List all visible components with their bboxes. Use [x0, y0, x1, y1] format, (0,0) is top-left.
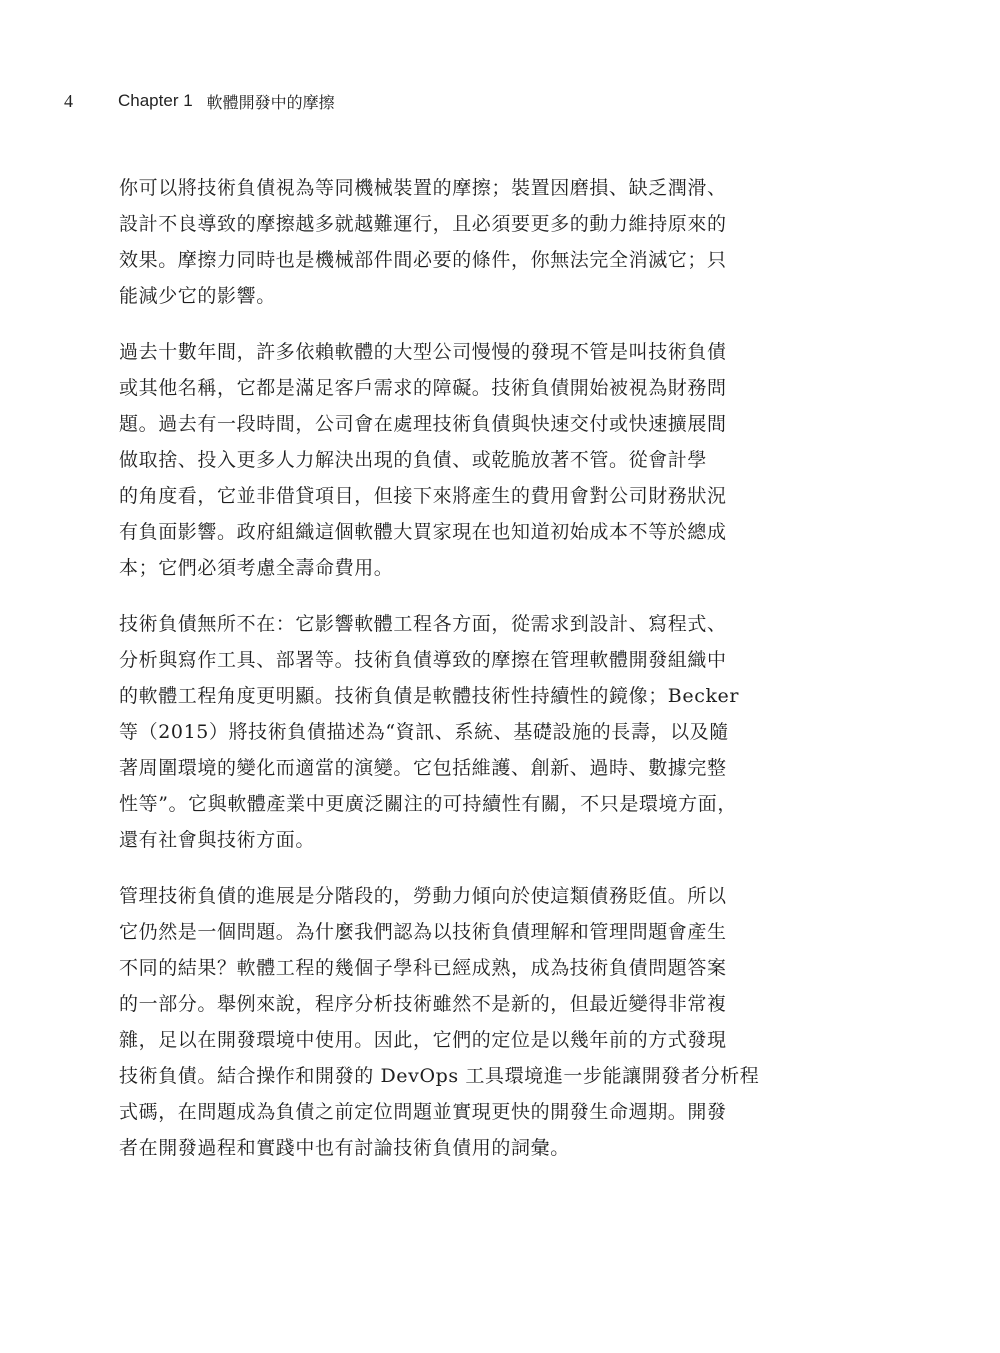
running-head	[64, 88, 335, 114]
paragraph-3	[119, 606, 855, 858]
text-line: 等（2015）將技術負債描述為“資訊、系統、基礎設施的長壽，以及隨	[119, 721, 729, 743]
text-line: 技術負債無所不在：它影響軟體工程各方面，從需求到設計、寫程式、	[119, 613, 727, 635]
text-line: 你可以將技術負債視為等同機械裝置的摩擦；裝置因磨損、缺乏潤滑、	[119, 177, 727, 199]
page-number: 4	[64, 90, 73, 111]
text-line: 雜，足以在開發環境中使用。因此，它們的定位是以幾年前的方式發現	[119, 1029, 727, 1051]
text-line: 過去十數年間，許多依賴軟體的大型公司慢慢的發現不管是叫技術負債	[119, 341, 727, 363]
text-line: 者在開發過程和實踐中也有討論技術負債用的詞彙。	[119, 1137, 570, 1159]
text-line: 技術負債。結合操作和開發的 DevOps 工具環境進一步能讓開發者分析程	[119, 1065, 760, 1087]
text-line: 它仍然是一個問題。為什麼我們認為以技術負債理解和管理問題會產生	[119, 921, 727, 943]
text-line: 的角度看，它並非借貸項目，但接下來將產生的費用會對公司財務狀況	[119, 485, 727, 507]
text-line: 的一部分。舉例來說，程序分析技術雖然不是新的，但最近變得非常複	[119, 993, 727, 1015]
text-line: 的軟體工程角度更明顯。技術負債是軟體技術性持續性的鏡像；Becker	[119, 685, 740, 707]
text-line: 性等”。它與軟體產業中更廣泛關注的可持續性有關，不只是環境方面，	[119, 793, 737, 815]
text-line: 本；它們必須考慮全壽命費用。	[119, 557, 394, 579]
text-line: 設計不良導致的摩擦越多就越難運行，且必須要更多的動力維持原來的	[119, 213, 727, 235]
text-line: 式碼，在問題成為負債之前定位問題並實現更快的開發生命週期。開發	[119, 1101, 727, 1123]
paragraph-2	[119, 334, 855, 586]
text-line: 有負面影響。政府組織這個軟體大買家現在也知道初始成本不等於總成	[119, 521, 727, 543]
text-line: 管理技術負債的進展是分階段的，勞動力傾向於使這類債務貶值。所以	[119, 885, 727, 907]
paragraph-1	[119, 170, 855, 314]
chapter-label: Chapter 1	[118, 91, 193, 110]
text-line: 題。過去有一段時間，公司會在處理技術負債與快速交付或快速擴展間	[119, 413, 727, 435]
text-line: 或其他名稱，它都是滿足客戶需求的障礙。技術負債開始被視為財務問	[119, 377, 727, 399]
text-line: 效果。摩擦力同時也是機械部件間必要的條件，你無法完全消滅它；只	[119, 249, 727, 271]
body-text	[119, 170, 855, 1186]
text-line: 做取捨、投入更多人力解決出現的負債、或乾脆放著不管。從會計學	[119, 449, 708, 471]
text-line: 著周圍環境的變化而適當的演變。它包括維護、創新、過時、數據完整	[119, 757, 727, 779]
text-line: 不同的結果？軟體工程的幾個子學科已經成熟，成為技術負債問題答案	[119, 957, 727, 979]
chapter-title: 軟體開發中的摩擦	[206, 92, 335, 112]
text-line: 分析與寫作工具、部署等。技術負債導致的摩擦在管理軟體開發組織中	[119, 649, 727, 671]
text-line: 能減少它的影響。	[119, 285, 276, 307]
paragraph-4	[119, 878, 855, 1166]
text-line: 還有社會與技術方面。	[119, 829, 316, 851]
